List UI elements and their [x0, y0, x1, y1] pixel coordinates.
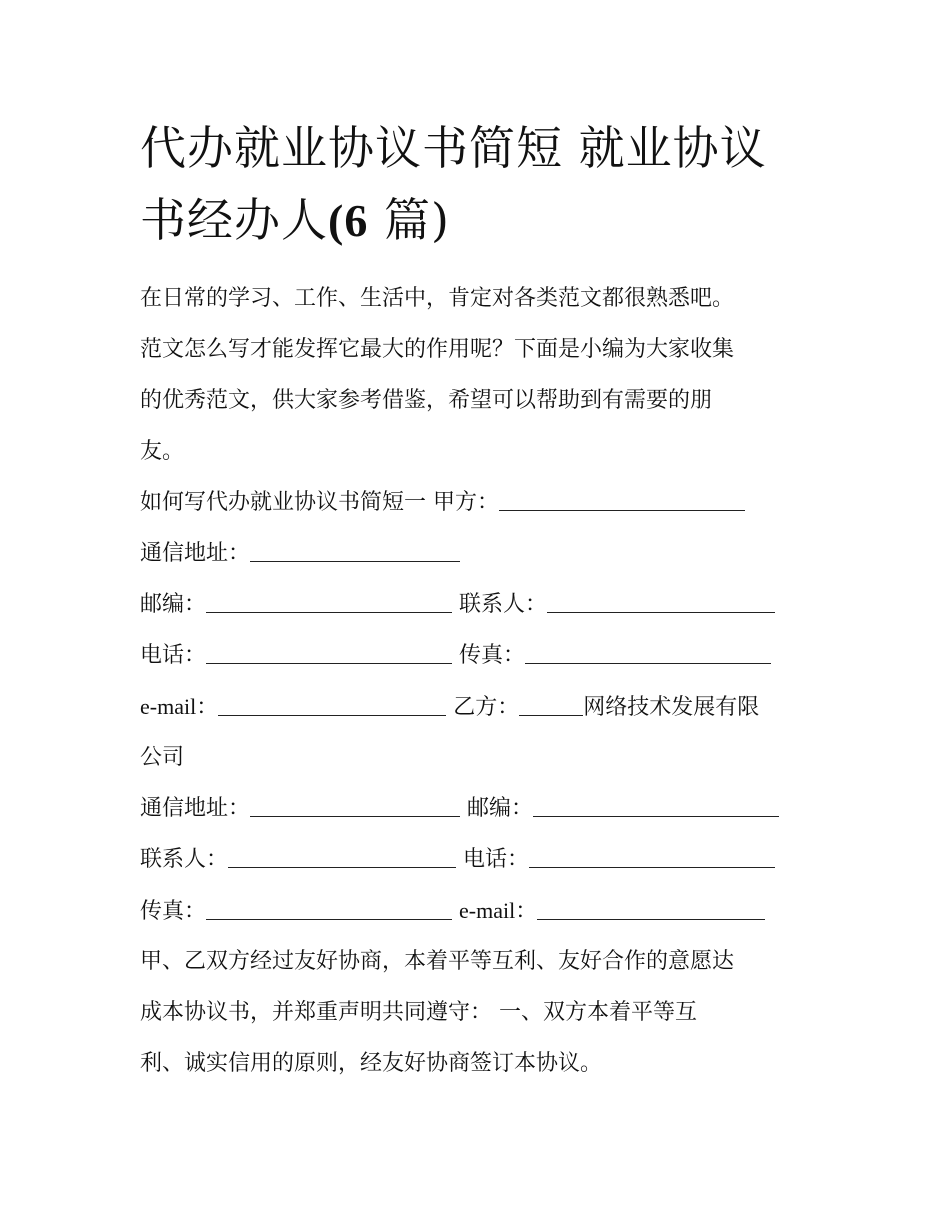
party-b-address-blank [250, 790, 460, 817]
document-title [140, 112, 830, 257]
closing-line: 利、诚实信用的原则，经友好协商签订本协议。 [140, 1051, 603, 1076]
form-row-party-a-address [140, 528, 820, 579]
party-b-email-label: e-mail： [459, 898, 538, 923]
title-line-2-suffix: 篇) [368, 193, 450, 247]
title-line-1: 代办就业协议书简短 就业协议 [140, 121, 767, 175]
party-a-email-blank [218, 689, 446, 716]
party-b-postcode-blank [533, 790, 779, 817]
party-a-phone-blank [206, 637, 452, 664]
form-row-party-b-fax-email [140, 885, 820, 936]
party-a-name-blank [499, 484, 745, 511]
closing-line: 成本协议书，并郑重声明共同遵守： 一、双方本着平等互 [140, 1000, 697, 1025]
intro-paragraph [140, 273, 820, 477]
form-row-party-a-email-party-b [140, 681, 820, 732]
party-a-fax-blank [525, 637, 771, 664]
party-b-company: 网络技术发展有限 [583, 695, 760, 720]
form-row-party-b-contact-phone [140, 834, 820, 885]
party-b-postcode-label: 邮编： [467, 796, 534, 821]
form-row-party-b-address-postcode [140, 783, 820, 834]
closing-paragraph [140, 936, 820, 1089]
agreement-form [140, 477, 820, 936]
intro-line: 友。 [140, 439, 185, 464]
party-a-address-label: 通信地址： [140, 541, 251, 566]
intro-line: 在日常的学习、工作、生活中，肯定对各类范文都很熟悉吧。 [140, 286, 735, 311]
title-count: (6 [328, 195, 369, 246]
party-b-name-blank [519, 689, 583, 716]
intro-line: 范文怎么写才能发挥它最大的作用呢？下面是小编为大家收集 [140, 337, 735, 362]
party-b-fax-label: 传真： [140, 899, 207, 924]
party-a-postcode-label: 邮编： [140, 592, 207, 617]
party-b-phone-label: 电话： [463, 847, 530, 872]
form-row-party-b-company-cont [140, 732, 820, 783]
party-b-phone-blank [529, 841, 775, 868]
party-b-contact-label: 联系人： [140, 847, 229, 872]
party-a-contact-blank [547, 586, 775, 613]
intro-line: 的优秀范文，供大家参考借鉴，希望可以帮助到有需要的朋 [140, 388, 713, 413]
form-row-party-a [140, 477, 820, 528]
form-heading: 如何写代办就业协议书简短一 甲方： [140, 490, 499, 515]
party-b-email-blank [537, 893, 765, 920]
party-b-contact-blank [228, 841, 456, 868]
form-row-party-a-postcode-contact [140, 579, 820, 630]
party-b-company-cont: 公司 [140, 745, 185, 770]
party-a-fax-label: 传真： [459, 643, 526, 668]
party-a-email-label: e-mail： [140, 694, 219, 719]
party-a-address-blank [250, 535, 460, 562]
party-b-fax-blank [206, 893, 452, 920]
party-a-contact-label: 联系人： [459, 592, 548, 617]
closing-line: 甲、乙双方经过友好协商，本着平等互利、友好合作的意愿达 [140, 949, 735, 974]
document-body [140, 273, 820, 1089]
party-a-phone-label: 电话： [140, 643, 207, 668]
form-row-party-a-phone-fax [140, 630, 820, 681]
title-line-2-prefix: 书经办人 [140, 193, 328, 247]
party-b-address-label: 通信地址： [140, 796, 251, 821]
party-b-label: 乙方： [453, 695, 520, 720]
party-a-postcode-blank [206, 586, 452, 613]
